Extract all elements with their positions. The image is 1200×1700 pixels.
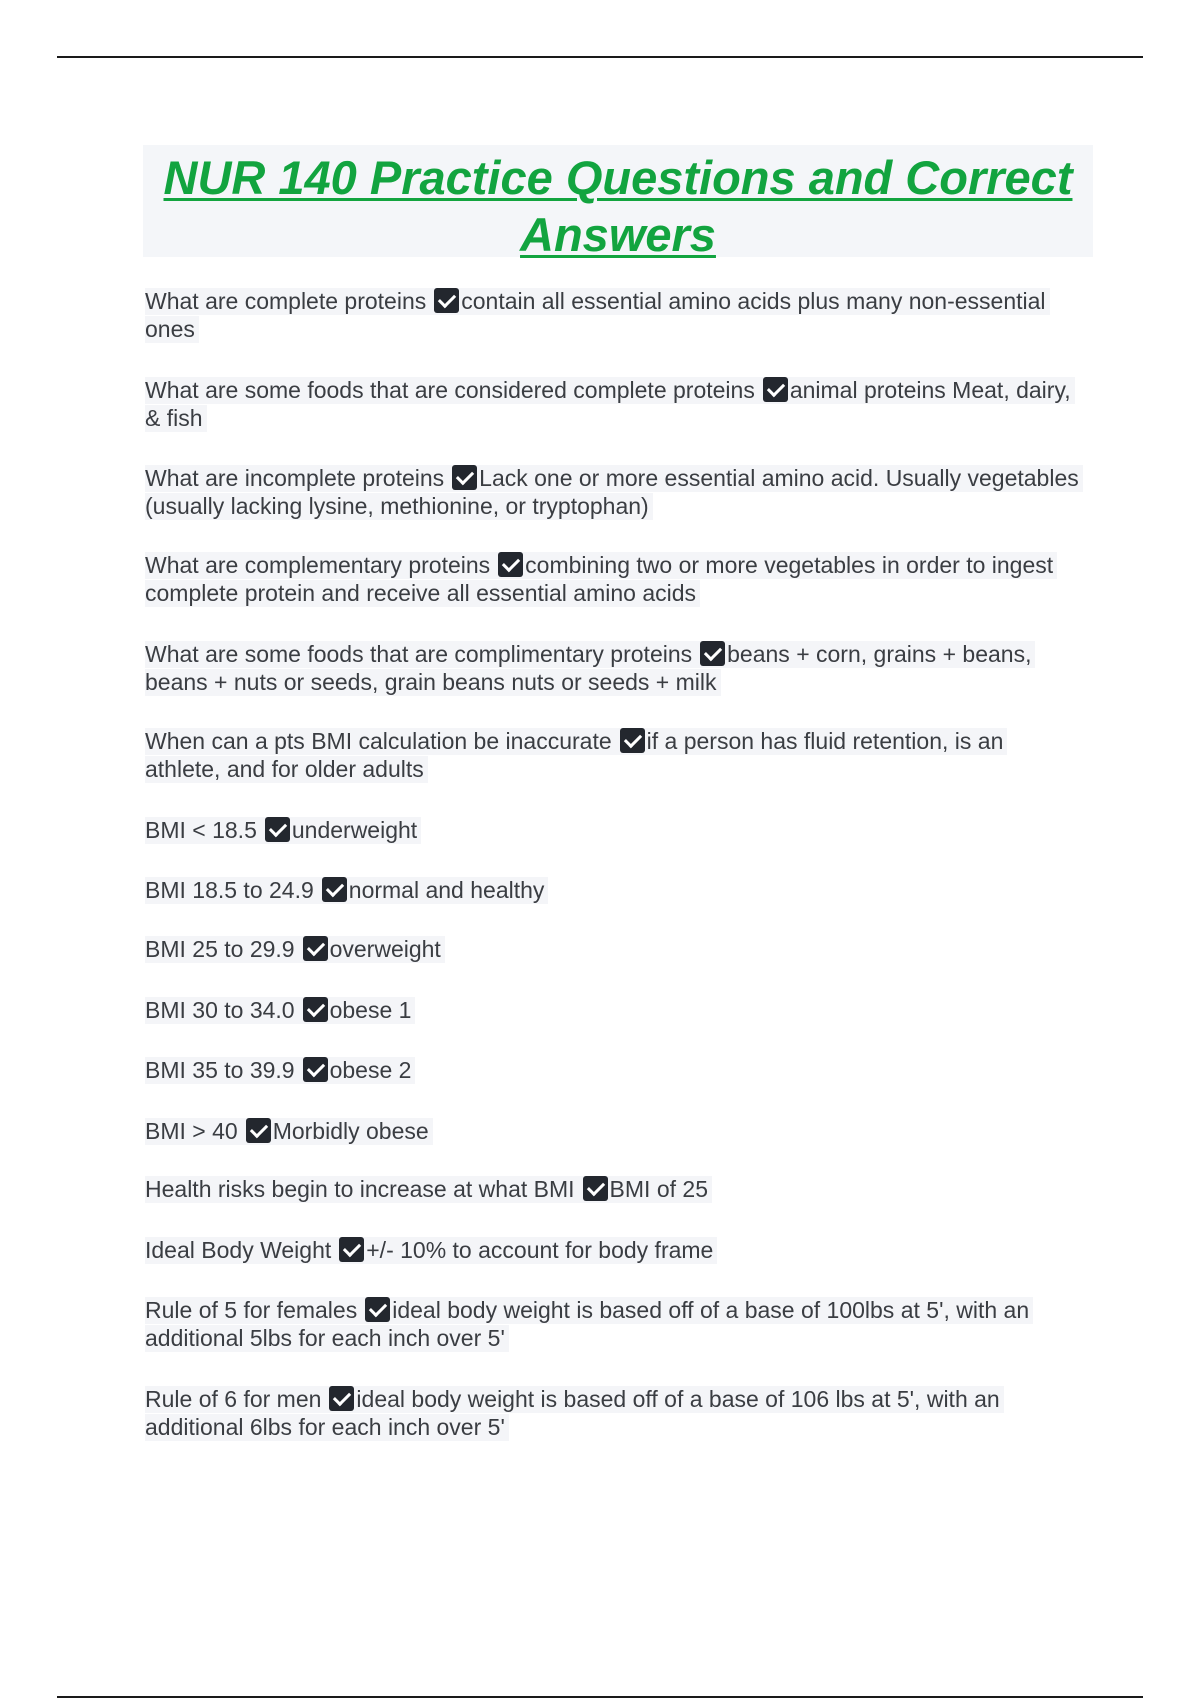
answer-text: obese 2: [329, 1057, 412, 1083]
question-text: BMI 35 to 39.9: [145, 1057, 295, 1083]
checkmark-box-icon: [620, 728, 645, 753]
answer-text: overweight: [329, 936, 441, 962]
answer-text: obese 1: [329, 997, 412, 1023]
checkmark-box-icon: [434, 288, 459, 313]
qa-item: [145, 996, 415, 1024]
checkmark-box-icon: [303, 1057, 328, 1082]
checkmark-box-icon: [265, 817, 290, 842]
checkmark-box-icon: [303, 997, 328, 1022]
qa-item: [145, 727, 1085, 783]
qa-item: [145, 1056, 415, 1084]
checkmark-box-icon: [452, 465, 477, 490]
question-text: What are some foods that are complimentary proteins: [145, 641, 693, 667]
qa-item: [145, 935, 445, 963]
question-text: What are complementary proteins: [145, 552, 491, 578]
qa-item: [145, 551, 1085, 607]
qa-item: [145, 876, 548, 904]
question-text: Rule of 6 for men: [145, 1386, 322, 1412]
qa-item: [145, 640, 1085, 696]
question-text: When can a pts BMI calculation be inaccurate: [145, 728, 612, 754]
answer-text: animal proteins Meat, dairy, & fish: [145, 377, 1071, 431]
question-text: BMI 30 to 34.0: [145, 997, 295, 1023]
qa-item: [145, 816, 421, 844]
answer-text: beans + corn, grains + beans, beans + nuts or seeds, grain beans nuts or seeds + milk: [145, 641, 1032, 695]
qa-item: [145, 1236, 717, 1264]
answer-text: ideal body weight is based off of a base of 100lbs at 5', with an additional 5lbs for each inch over 5': [145, 1297, 1030, 1351]
answer-text: if a person has fluid retention, is an athlete, and for older adults: [145, 728, 1004, 782]
checkmark-box-icon: [498, 552, 523, 577]
checkmark-box-icon: [329, 1386, 354, 1411]
top-rule: [57, 56, 1143, 58]
answer-text: Lack one or more essential amino acid. Usually vegetables (usually lacking lysine, methionine, or tryptophan): [145, 465, 1079, 519]
qa-item: [145, 1117, 433, 1145]
checkmark-box-icon: [583, 1176, 608, 1201]
question-text: BMI 25 to 29.9: [145, 936, 295, 962]
question-text: What are some foods that are considered complete proteins: [145, 377, 755, 403]
document-title: NUR 140 Practice Questions and Correct Answers: [163, 151, 1073, 261]
answer-text: +/- 10% to account for body frame: [366, 1237, 714, 1263]
question-text: Health risks begin to increase at what BMI: [145, 1176, 575, 1202]
checkmark-box-icon: [763, 377, 788, 402]
qa-item: [145, 1296, 1085, 1352]
bottom-rule: [57, 1696, 1143, 1698]
question-text: BMI > 40: [145, 1118, 238, 1144]
qa-item: [145, 287, 1085, 343]
answer-text: contain all essential amino acids plus many non-essential ones: [145, 288, 1046, 342]
question-text: BMI 18.5 to 24.9: [145, 877, 314, 903]
qa-item: [145, 1385, 1085, 1441]
qa-item: [145, 464, 1085, 520]
qa-item: [145, 1175, 712, 1203]
title-block: [143, 145, 1093, 261]
answer-text: normal and healthy: [348, 877, 545, 903]
question-text: BMI < 18.5: [145, 817, 257, 843]
question-text: Rule of 5 for females: [145, 1297, 358, 1323]
qa-item: [145, 376, 1085, 432]
answer-text: Morbidly obese: [272, 1118, 429, 1144]
answer-text: BMI of 25: [609, 1176, 708, 1202]
checkmark-box-icon: [365, 1297, 390, 1322]
checkmark-box-icon: [700, 641, 725, 666]
answer-text: underweight: [291, 817, 418, 843]
question-text: What are complete proteins: [145, 288, 427, 314]
checkmark-box-icon: [246, 1118, 271, 1143]
checkmark-box-icon: [303, 936, 328, 961]
question-text: Ideal Body Weight: [145, 1237, 332, 1263]
answer-text: ideal body weight is based off of a base of 106 lbs at 5', with an additional 6lbs for each inch over 5': [145, 1386, 1000, 1440]
checkmark-box-icon: [339, 1237, 364, 1262]
checkmark-box-icon: [322, 877, 347, 902]
question-text: What are incomplete proteins: [145, 465, 445, 491]
answer-text: combining two or more vegetables in order to ingest complete protein and receive all essential amino acids: [145, 552, 1054, 606]
